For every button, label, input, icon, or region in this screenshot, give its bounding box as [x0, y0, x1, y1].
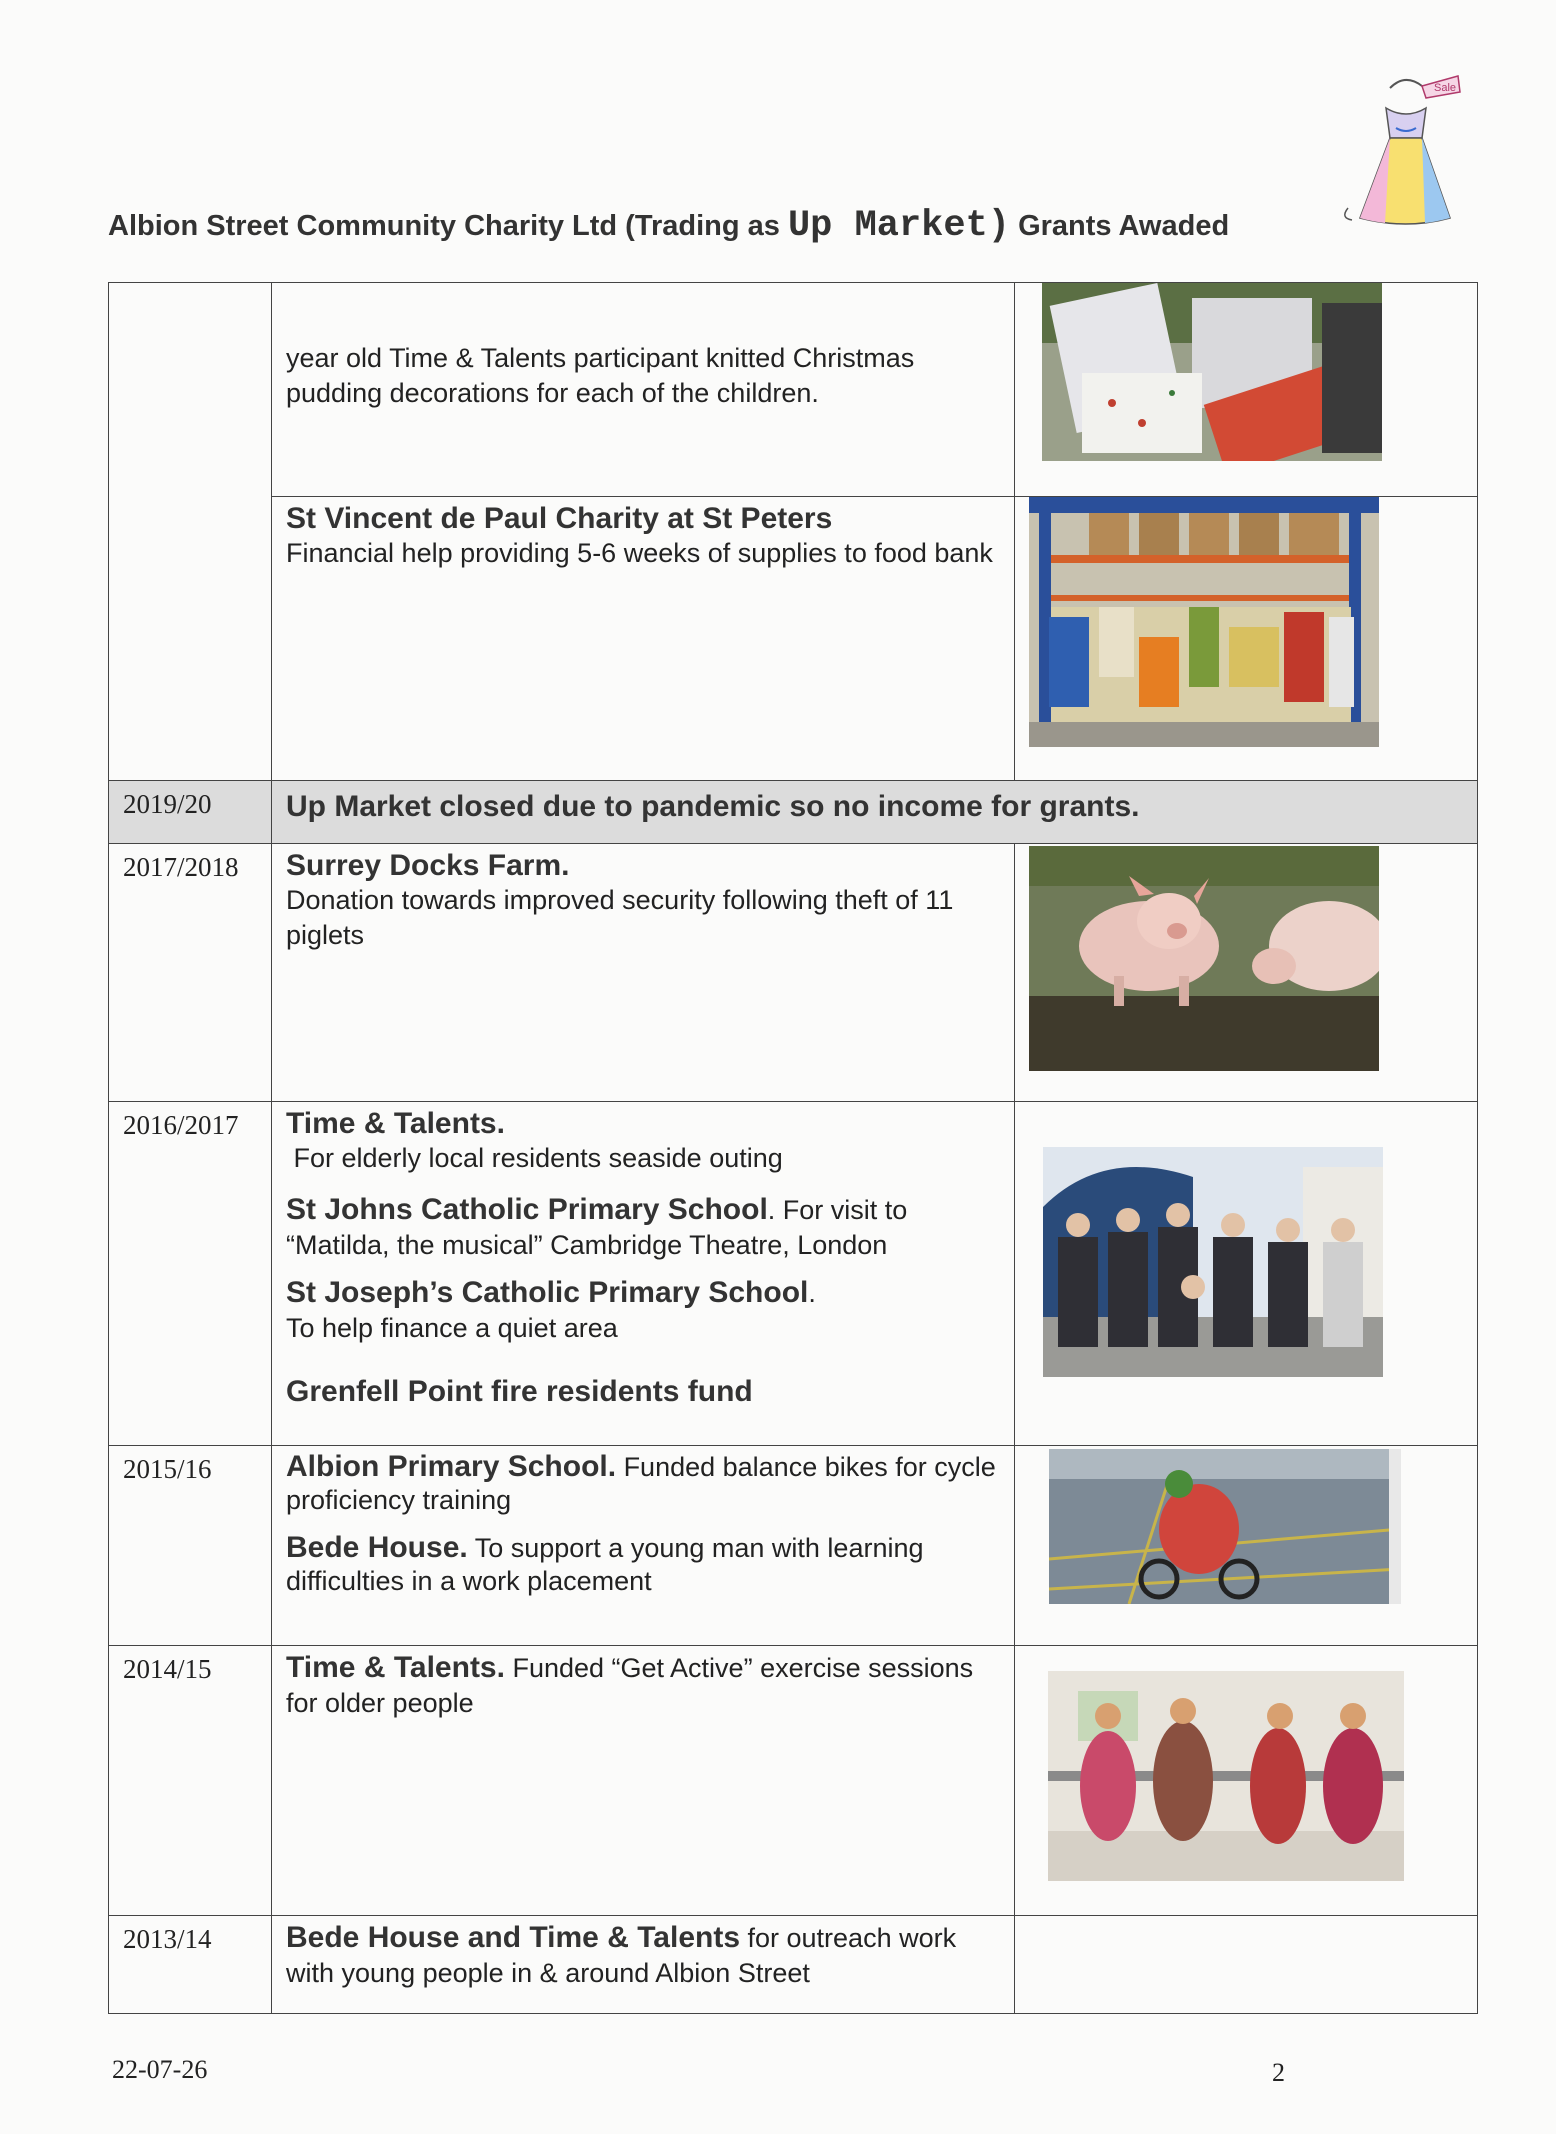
header-suffix: Grants Awaded	[1018, 210, 1230, 242]
food-bank-photo	[1029, 497, 1379, 747]
entry-title: St Vincent de Paul Charity at St Peters	[286, 502, 833, 535]
header-prefix: Albion Street Community Charity Ltd (Trading as	[108, 210, 780, 242]
piglets-photo	[1029, 846, 1379, 1071]
entry-text: For elderly local residents seaside outing	[286, 1143, 783, 1173]
photo-cell	[1015, 1446, 1478, 1646]
description-cell	[272, 497, 1015, 781]
entry-text: . For visit to “Matilda, the musical” Cambridge Theatre, London	[286, 1195, 908, 1260]
photo-cell	[1015, 1916, 1478, 2014]
description-cell	[272, 1102, 1015, 1446]
year-cell: 2014/15	[109, 1646, 272, 1916]
grants-table	[108, 282, 1478, 2014]
entry-title: Bede House.	[286, 1531, 468, 1564]
description-cell	[272, 844, 1015, 1102]
entry-text: To support a young man with learning difficulties in a work placement	[286, 1533, 924, 1596]
table-row	[109, 497, 1478, 781]
entry-text: . To help finance a quiet area	[286, 1278, 816, 1343]
year-cell: 2019/20	[109, 781, 272, 844]
entry-text: Donation towards improved security following theft of 11 piglets	[286, 885, 954, 950]
table-row	[109, 1102, 1478, 1446]
exercise-class-photo	[1048, 1671, 1404, 1881]
entry-text: Funded balance bikes for cycle proficiency training	[286, 1452, 996, 1515]
brand-name: Up Market)	[787, 205, 1010, 247]
year-cell: 2017/2018	[109, 844, 272, 1102]
entry-text: for outreach work with young people in & around Albion Street	[286, 1923, 957, 1988]
photo-cell	[1015, 497, 1478, 781]
table-row	[109, 283, 1478, 497]
year-cell: 2013/14	[109, 1916, 272, 2014]
photo-cell	[1015, 283, 1478, 497]
entry-title: Surrey Docks Farm.	[286, 849, 570, 882]
entry-title: Bede House and Time & Talents	[286, 1921, 740, 1954]
table-row	[109, 1646, 1478, 1916]
table-row	[109, 844, 1478, 1102]
description-cell	[272, 1646, 1015, 1916]
balance-bike-photo	[1049, 1449, 1401, 1604]
photo-cell	[1015, 1102, 1478, 1446]
table-row	[109, 1446, 1478, 1646]
christmas-gifts-photo	[1042, 283, 1382, 461]
description-cell	[272, 781, 1478, 844]
entry-text: year old Time & Talents participant knitted Christmas pudding decorations for each of the children.	[286, 343, 915, 408]
page-header	[108, 205, 1348, 247]
year-cell	[109, 283, 272, 781]
year-cell: 2015/16	[109, 1446, 272, 1646]
photo-cell	[1015, 1646, 1478, 1916]
description-cell	[272, 1446, 1015, 1646]
entry-title: St Joseph’s Catholic Primary School	[286, 1276, 809, 1309]
entry-title: Time & Talents.	[286, 1107, 505, 1140]
table-row	[109, 1916, 1478, 2014]
page-number: 2	[1272, 2058, 1285, 2087]
closed-notice: Up Market closed due to pandemic so no income for grants.	[286, 790, 1140, 823]
entry-text: Funded “Get Active” exercise sessions for older people	[286, 1653, 974, 1718]
description-cell	[272, 1916, 1015, 2014]
entry-title: Albion Primary School.	[286, 1450, 617, 1483]
entry-title: Time & Talents.	[286, 1651, 505, 1684]
seaside-outing-photo	[1043, 1147, 1383, 1377]
photo-cell	[1015, 844, 1478, 1102]
entry-title: St Johns Catholic Primary School	[286, 1193, 768, 1226]
description-cell	[272, 283, 1015, 497]
sale-tag-text: Sale	[1434, 82, 1457, 94]
entry-text: Financial help providing 5-6 weeks of supplies to food bank	[286, 538, 993, 568]
year-cell: 2016/2017	[109, 1102, 272, 1446]
entry-title: Grenfell Point fire residents fund	[286, 1375, 753, 1408]
table-row	[109, 781, 1478, 844]
up-market-dress-logo	[1330, 68, 1480, 238]
footer-date: 22-07-26	[112, 2055, 208, 2084]
